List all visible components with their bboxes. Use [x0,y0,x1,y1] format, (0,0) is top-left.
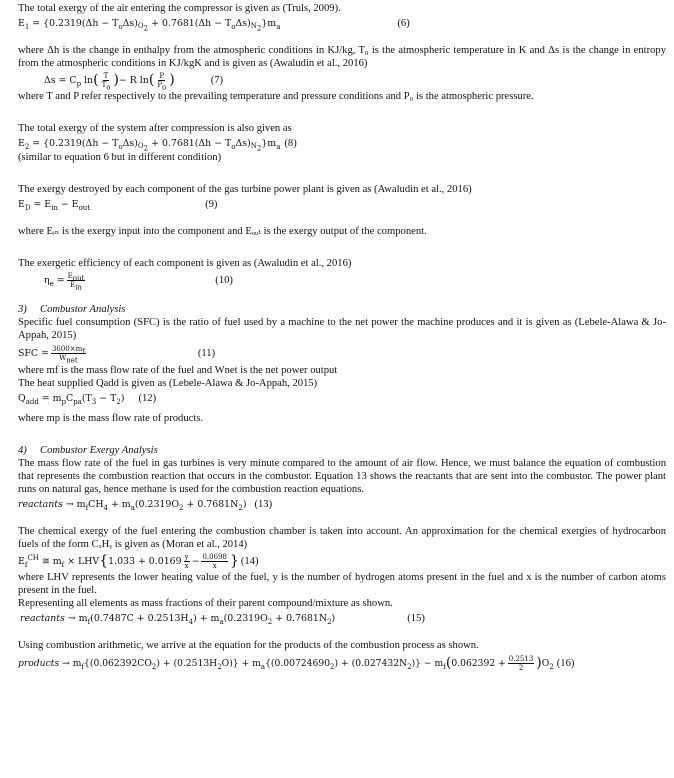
equation-6: $E_1 = \{0.2319(\Delta h - T_o\Delta s)_{O_2} + 0.7681(\Delta h - T_o\Delta s)_{N_2}\}m_a$ (6) [18,17,410,33]
paragraph-similar-note: (similar to equation 6 but in different condition) [18,152,222,163]
equation-number: (13) [254,498,273,510]
paragraph-sfc: Specific fuel consumption (SFC) is the ratio of fuel used by a machine to the net power the machine produces and it is given as (Lebele-Alawa & Jo-Appah, 2015) [18,317,666,341]
paragraph-mp-definition: where mp is the mass flow rate of products. [18,413,204,424]
paragraph-temperature-pressure: where T and P refer respectively to the prevailing temperature and pressure conditions and P₀ is the atmospheric pressure. [18,91,534,102]
equation-8: $E_2 = \{0.2319(\Delta h - T_o\Delta s)_{O_2} + 0.7681(\Delta h - T_o\Delta s)_{N_2}\}m_a$ (8) [18,137,297,153]
equation-13: reactants → $m_fCH_4 + m_a(0.2319O_2 + 0.7681N_2)$ (13) [18,498,273,512]
equation-14: $E_f^{CH}$ ≅ $m_f$ × LHV { 1.033 + 0.0169 $\frac{y}{x}$ − $\frac{0.0698}{x}$ } (14) [18,552,259,570]
paragraph-exergy-air: The total exergy of the air entering the compressor is given as (Truls, 2009). [18,3,341,14]
section-heading-combustor-analysis: 3) Combustor Analysis [18,304,126,315]
equation-7: $\Delta s = C_p$ ln ( $\frac{T}{T_o}$ ) − R ln ( $\frac{P}{P_o}$ ) (7) [44,71,224,91]
paragraph-exergetic-efficiency: The exergetic efficiency of each component is given as (Awaludin et al., 2016) [18,258,352,269]
equation-number: (7) [210,74,224,86]
equation-number: (16) [556,657,575,669]
equation-10: $\eta_e$ = $\frac{E_{out}}{E_{in}}$ (10) [44,271,233,291]
equation-number: (12) [138,392,157,404]
equation-number: (14) [240,555,259,567]
equation-16: products → $m_f\{(0.062392CO_2) + (0.2513H_2O)\} + m_a\{(0.00724690_2) + (0.027432N_2)\} - m_f$ ( 0.062392 + $\frac{0.2513}{2}$ ) $O_2$ (16) [18,654,575,672]
equation-number: (15) [407,612,425,624]
equation-15: reactants → $m_f(0.7487C + 0.2513H_4) + m_a(0.2319O_2 + 0.7681N_2)$ (15) [20,612,425,626]
paragraph-mass-flow-fuel: The mass flow rate of the fuel in gas turbines is very minute compared to the amount of air flow. Hence, we must balance the equation of combustion that represents the combustion reaction that occurs in the combustor. Equation 13 shows the reactants that are sent into the combustor. The power plant runs on natural gas, hence methane is used for the combustion reaction equations. [18,458,666,495]
paragraph-exergy-after-compression: The total exergy of the system after compression is also given as [18,123,292,134]
paragraph-chemical-exergy: The chemical exergy of the fuel entering the combustion chamber is taken into account. An approximation for the chemical exergies of hydrocarbon fuels of the form CₓHᵧ is given as (Moran et al., 2014) [18,526,666,550]
equation-number: (6) [397,17,410,29]
equation-9: $E_D = E_{in} - E_{out}$ (9) [18,198,218,212]
paragraph-exergy-destroyed: The exergy destroyed by each component of the gas turbine power plant is given as (Awaludin et al., 2016) [18,184,472,195]
equation-12: $Q_{add} = m_pC_{pa}(T_3 - T_2)$ (12) [18,392,157,406]
paragraph-mass-fractions: Representing all elements as mass fractions of their parent compound/mixture as shown. [18,598,393,609]
equation-11: SFC = $\frac{3600\times m_f}{W_{net}}$ (11) [18,344,216,364]
paragraph-lhv-definition: where LHV represents the lower heating value of the fuel, y is the number of hydrogen atoms present in the fuel and x is the number of carbon atoms present in the fuel. [18,572,666,596]
paper-page [18,2,666,674]
paragraph-combustion-arithmetic: Using combustion arithmetic, we arrive at the equation for the products of the combustion process as shown. [18,640,479,651]
section-heading-combustor-exergy: 4) Combustor Exergy Analysis [18,445,158,456]
paragraph-heat-supplied: The heat supplied Qadd is given as (Lebele-Alawa & Jo-Appah, 2015) [18,378,318,389]
paragraph-exergy-input-output: where Eᵢₙ is the exergy input into the component and Eₒᵤₜ is the exergy output of the component. [18,226,427,237]
paragraph-enthalpy-definition: where Δh is the change in enthalpy from the atmospheric conditions in KJ/kg, T₀ is the atmospheric temperature in K and Δs is the change in entropy from the atmospheric conditions in KJ/kgK and is given as (Awaludin et al., 2016) [18,45,666,69]
equation-number: (11) [197,347,216,359]
equation-number: (9) [205,198,218,210]
paragraph-mf-definition: where mf is the mass flow rate of the fuel and Wnet is the net power output [18,365,338,376]
equation-number: (8) [284,137,297,149]
equation-number: (10) [215,274,233,286]
